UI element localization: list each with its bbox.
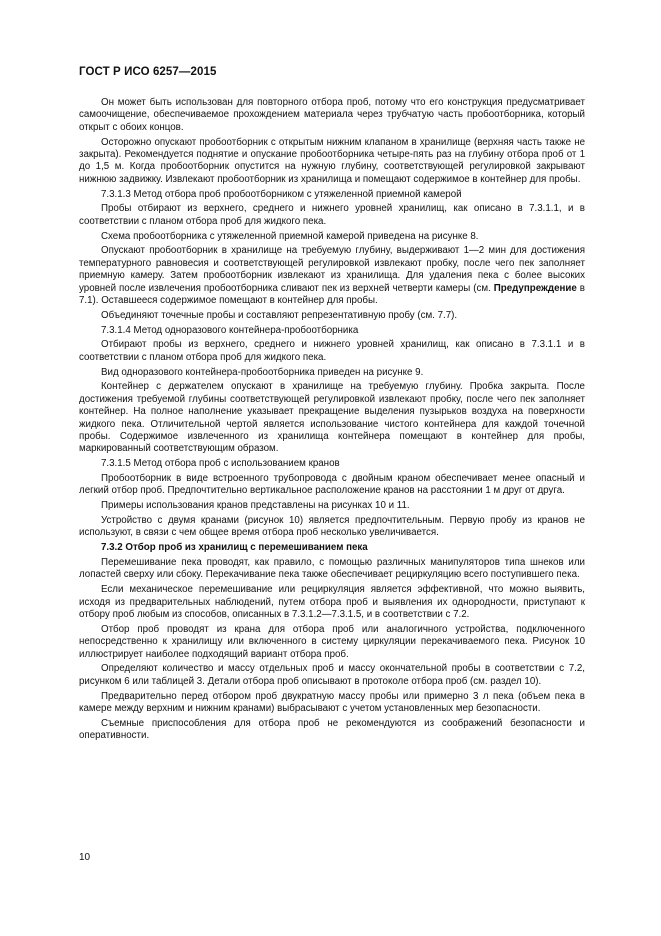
warning-reference: Предупреждение [493,282,577,294]
paragraph: Контейнер с держателем опускают в хранилище на требуемую глубину. Пробка закрыта. После достижения требуемой глубины соответствующей регулировкой извлекают пробку, после чего пек заполняет контейнер. На полное наполнение указывает прекращение выделения пузырьков воздуха на поверхности жидкого пека. Отличительной чертой является использование чистого контейнера для каждой точечной пробы. Содержимое извлеченного из хранилища контейнера помещают в контейнер для пробы, маркированный соответствующим образом. [79,381,585,455]
paragraph: Примеры использования кранов представлены на рисунках 10 и 11. [101,500,410,512]
paragraph: Вид одноразового контейнера-пробоотборника приведен на рисунке 9. [101,366,424,378]
paragraph: Схема пробоотборника с утяжеленной приемной камерой приведена на рисунке 8. [101,230,479,242]
section-heading-7-3-2: 7.3.2 Отбор проб из хранилищ с перемешиванием пека [101,542,368,554]
paragraph: Предварительно перед отбором проб двукратную массу пробы или примерно 3 л пека (объем пека в камере между верхним и нижним кранами) выбрасывают с учетом установленных мер безопасности. [79,690,585,715]
paragraph: Пробоотборник в виде встроенного трубопровода с двойным краном обеспечивает менее опасный и легкий отбор проб. Предпочтительно вертикальное расположение кранов на расстоянии 1 м друг от друга. [79,473,585,497]
paragraph-text: в 7.1). Оставшееся содержимое помещают в контейнер для пробы. [79,282,585,307]
paragraph: Отбор проб проводят из крана для отбора проб или аналогичного устройства, подключенного непосредственно к хранилищу или включенного в систему циркуляции перекачиваемого пека. Рисунок 10 иллюстрирует наиболее подходящий вариант отбора проб. [79,623,585,660]
paragraph: Определяют количество и массу отдельных проб и массу окончательной пробы в соответствии с 7.2, рисунком 6 или таблицей 3. Детали отбора проб описывают в протоколе отбора проб (см. раздел 10). [79,663,585,687]
paragraph-with-warning [79,245,585,307]
paragraph: Отбирают пробы из верхнего, среднего и нижнего уровней хранилищ, как описано в 7.3.1.1 и в соответствии с планом отбора проб для жидкого пека. [79,339,585,363]
paragraph: Устройство с двумя кранами (рисунок 10) является предпочтительным. Первую пробу из кранов не используют, в связи с чем общее время отбора проб несколько увеличивается. [79,515,585,539]
subsection-heading-7-3-1-3: 7.3.1.3 Метод отбора проб пробоотборником с утяжеленной приемной камерой [101,188,462,200]
page-number: 10 [79,852,91,863]
paragraph: Если механическое перемешивание или рециркуляция является эффективной, что можно выявить, исходя из предварительных наблюдений, путем отбора проб и выявления их однородности, приступают к отбору проб любым из способов, описанных в 7.3.1.2—7.3.1.5, и в соответствии с 7.2. [79,584,585,621]
paragraph: Он может быть использован для повторного отбора проб, потому что его конструкция предусматривает самоочищение, обеспечиваемое прохождением материала через трубчатую часть пробоотборника, который открыт с обоих концов. [79,97,585,133]
paragraph-text: Опускают пробоотборник в хранилище на требуемую глубину, выдерживают 1—2 мин для достижения температурного равновесия и соответствующей регулировкой извлекают пробку, после чего пек заполняет приемную камеру. Затем пробоотборник извлекают из хранилища. Для удаления пека с более высоких уровней после извлечения пробоотборника сливают пек из верхней четверти камеры (см. [79,245,585,294]
paragraph: Пробы отбирают из верхнего, среднего и нижнего уровней хранилищ, как описано в 7.3.1.1, и в соответствии с планом отбора проб для жидкого пека. [79,203,585,227]
document-header: ГОСТ Р ИСО 6257—2015 [79,66,217,78]
subsection-heading-7-3-1-5: 7.3.1.5 Метод отбора проб с использованием кранов [101,458,340,470]
paragraph: Осторожно опускают пробоотборник с открытым нижним клапаном в хранилище (верхняя часть также не закрыта). Рекомендуется поднятие и опускание пробоотборника четыре-пять раз на глубину отбора проб от 1 до 1,5 м. Когда пробоотборник опустится на нужную глубину, соответствующей регулировкой закрывают нижнюю задвижку. Извлекают пробоотборник из хранилища и помещают содержимое в контейнер для пробы. [79,136,585,185]
paragraph: Перемешивание пека проводят, как правило, с помощью различных манипуляторов типа шнеков или лопастей сверху или сбоку. Перекачивание пека также обеспечивает рециркуляцию всего поступившего пека. [79,557,585,581]
subsection-heading-7-3-1-4: 7.3.1.4 Метод одноразового контейнера-пробоотборника [101,324,359,336]
body-text [79,97,585,745]
paragraph: Съемные приспособления для отбора проб не рекомендуются из соображений безопасности и оперативности. [79,717,585,742]
paragraph: Объединяют точечные пробы и составляют репрезентативную пробу (см. 7.7). [101,309,458,321]
